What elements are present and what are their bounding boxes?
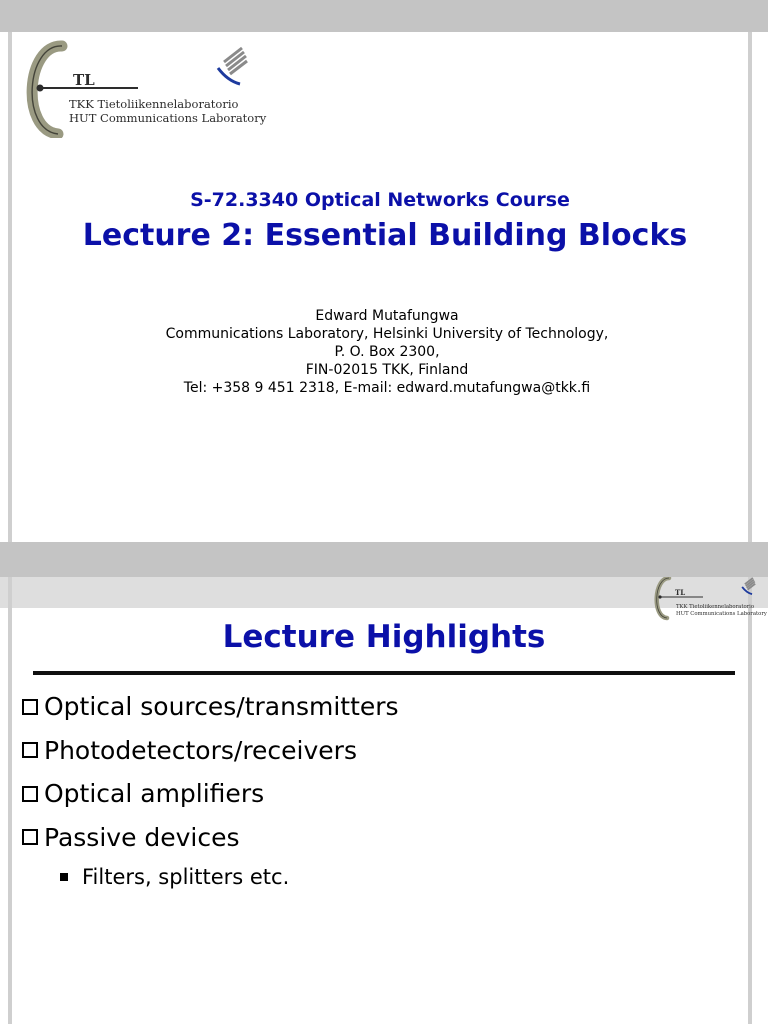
author-po-box: P. O. Box 2300, xyxy=(334,344,440,360)
sub-list-item xyxy=(60,859,399,895)
heading-divider xyxy=(33,671,735,675)
author-address: FIN-02015 TKK, Finland xyxy=(305,362,469,378)
bullet-text: Passive devices xyxy=(44,822,240,852)
list-item xyxy=(19,685,399,729)
course-title: S-72.3340 Optical Networks Course xyxy=(190,189,570,211)
logo-line-2: HUT Communications Laboratory xyxy=(69,110,267,125)
logo-mark-text: TL xyxy=(73,71,95,89)
logo-small-mark-text: TL xyxy=(675,588,686,597)
checkbox-bullet-icon xyxy=(22,829,38,845)
sub-bullet-text: Filters, splitters etc. xyxy=(82,865,290,889)
bullet-list xyxy=(19,685,399,895)
slide-right-border xyxy=(748,32,752,542)
list-item xyxy=(19,729,399,773)
checkbox-bullet-icon xyxy=(22,699,38,715)
logo-small-line-2: HUT Communications Laboratory xyxy=(676,610,767,617)
highlights-slide xyxy=(0,577,768,1024)
slide-heading: Lecture Highlights xyxy=(222,619,546,655)
logo-small-caption xyxy=(676,604,767,617)
logo-line-1: TKK Tietoliikennelaboratorio xyxy=(69,97,239,111)
author-affiliation: Communications Laboratory, Helsinki University of Technology, xyxy=(165,326,609,342)
slide-left-border xyxy=(8,32,12,542)
list-item xyxy=(19,816,399,860)
hut-emblem-icon xyxy=(214,46,248,86)
author-name: Edward Mutafungwa xyxy=(315,308,459,324)
checkbox-bullet-icon xyxy=(22,742,38,758)
lecture-title: Lecture 2: Essential Building Blocks xyxy=(82,218,688,253)
author-contact: Tel: +358 9 451 2318, E-mail: edward.mutafungwa@tkk.fi xyxy=(183,380,591,396)
hut-emblem-small-icon xyxy=(740,577,756,595)
bullet-text: Optical sources/transmitters xyxy=(44,692,399,722)
square-bullet-icon xyxy=(60,873,68,881)
logo-small-line-1: TKK Tietoliikennelaboratorio xyxy=(676,604,755,610)
title-slide xyxy=(0,32,768,542)
author-info xyxy=(0,307,768,397)
list-item xyxy=(19,772,399,816)
bullet-text: Optical amplifiers xyxy=(44,779,265,809)
checkbox-bullet-icon xyxy=(22,786,38,802)
logo-caption xyxy=(69,98,266,126)
bullet-text: Photodetectors/receivers xyxy=(44,735,357,765)
